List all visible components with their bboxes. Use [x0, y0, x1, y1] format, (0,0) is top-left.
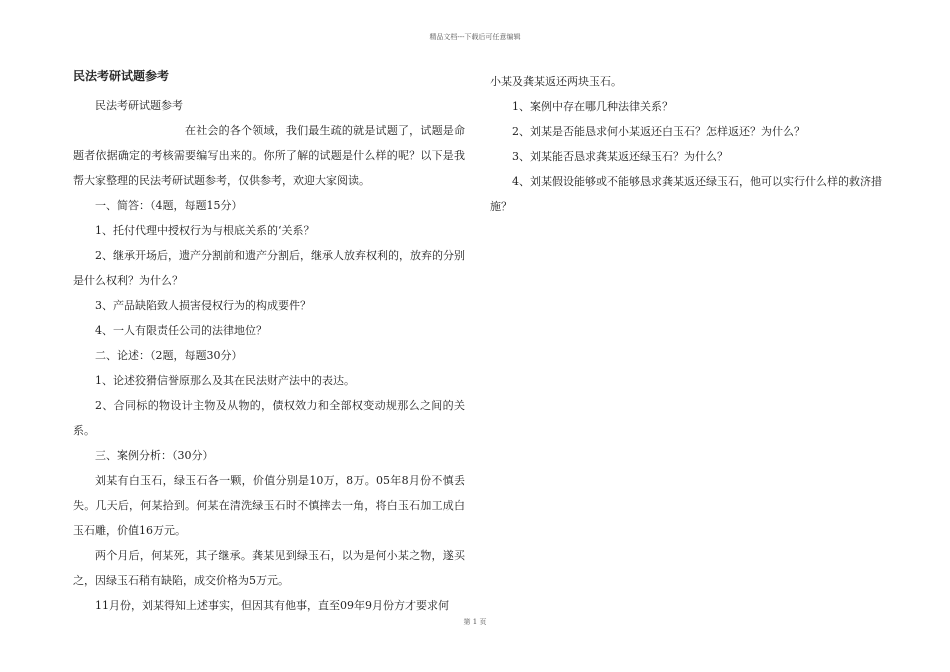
section-heading-essay: 二、论述：（2题，每题30分）: [95, 349, 243, 362]
essay-2: 2、合同标的物设计主物及从物的，债权效力和全部权变动规那么之间的关系。: [73, 399, 465, 437]
case-paragraph-3: 11月份，刘某得知上述事实，但因其有他事，直至09年9月份方才要求何: [95, 599, 449, 612]
case-question-1: 1、案例中存在哪几种法律关系？: [512, 100, 673, 113]
intro-paragraph: 在社会的各个领域，我们最生疏的就是试题了，试题是命题者依据确定的考核需要编写出来的。你所了解的试题是什么样的呢？以下是我帮大家整理的民法考研试题参考，仅供参考，欢迎大家阅读。: [73, 124, 465, 187]
case-question-3: 3、刘某能否恳求龚某返还绿玉石？为什么？: [512, 150, 728, 163]
page-number: 第 1 页: [463, 618, 487, 626]
question-1: 1、托付代理中授权行为与根底关系的‘关系？: [95, 224, 315, 237]
case-paragraph-1: 刘某有白玉石，绿玉石各一颗，价值分别是10万，8万。05年8月份不慎丢失。几天后，何某拾到。何某在清洗绿玉石时不慎摔去一角，将白玉石加工成白玉石雕，价值16万元。: [73, 474, 465, 537]
left-column: [73, 69, 465, 618]
document-title: 民法考研试题参考: [73, 69, 170, 83]
case-question-4: 4、刘某假设能够或不能够恳求龚某返还绿玉石，他可以实行什么样的救济措施？: [490, 175, 882, 213]
question-2: 2、继承开场后，遗产分割前和遗产分割后，继承人放弃权利的，放弃的分别是什么权利？为什么？: [73, 249, 465, 287]
question-3: 3、产品缺陷致人损害侵权行为的构成要件？: [95, 299, 311, 312]
case-question-2: 2、刘某是否能恳求何小某返还白玉石？怎样返还？为什么？: [512, 125, 805, 138]
section-heading-case: 三、案例分析：（30分）: [95, 449, 214, 462]
right-column: [490, 69, 882, 219]
case-paragraph-2: 两个月后，何某死，其子继承。龚某见到绿玉石，以为是何小某之物，遂买之，因绿玉石稍有缺陷，成交价格为5万元。: [73, 549, 465, 587]
question-4: 4、一人有限责任公司的法律地位？: [95, 324, 267, 337]
essay-1: 1、论述狡猾信誉原那么及其在民法财产法中的表达。: [95, 374, 355, 387]
subtitle: 民法考研试题参考: [95, 99, 183, 112]
page-header: 精品文档---下载后可任意编辑: [429, 33, 521, 41]
case-continuation: 小某及龚某返还两块玉石。: [490, 75, 622, 88]
section-heading-short-answer: 一、简答：（4题，每题15分）: [95, 199, 243, 212]
